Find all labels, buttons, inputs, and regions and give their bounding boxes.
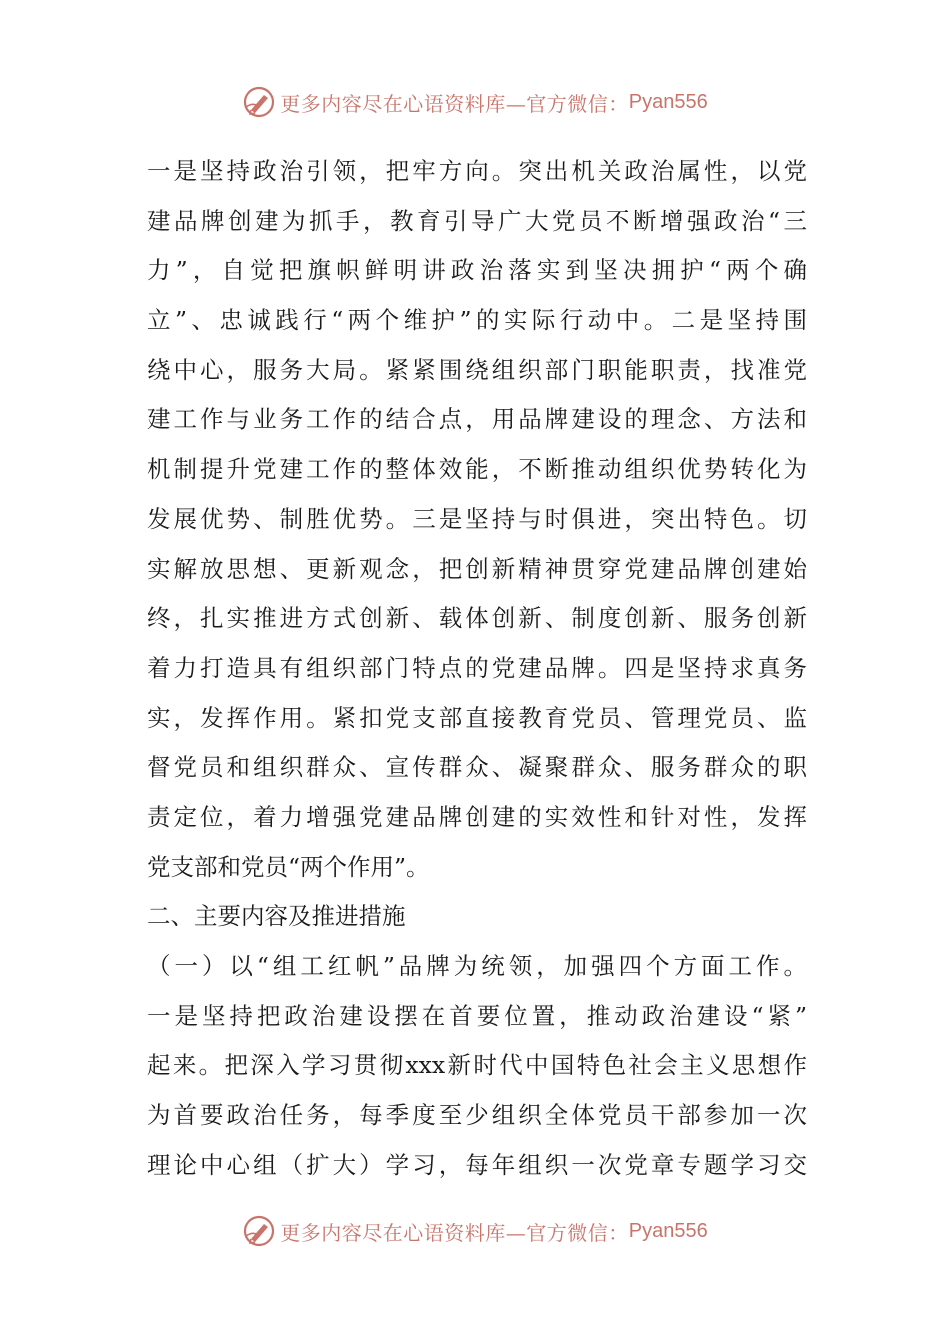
text-line: 发展优势、制胜优势。三是坚持与时俱进，突出特色。切: [147, 504, 807, 533]
section-heading: 二、主要内容及推进措施: [147, 902, 406, 931]
body-text: [147, 147, 807, 1190]
text-line: 立”、忠诚践行“两个维护”的实际行动中。二是坚持围: [147, 306, 807, 335]
header-watermark-banner: [0, 82, 950, 122]
banner-text: 更多内容尽在心语资料库—官方微信：: [280, 1220, 629, 1245]
text-line: 责定位，着力增强党建品牌创建的实效性和针对性，发挥: [147, 802, 807, 831]
text-line: 力”，自觉把旗帜鲜明讲政治落实到坚决拥护“两个确: [147, 256, 807, 285]
pen-logo-icon: [242, 1214, 276, 1248]
text-line: 督党员和组织群众、宣传群众、凝聚群众、服务群众的职: [147, 753, 807, 782]
text-line: 党支部和党员“两个作用”。: [147, 852, 430, 881]
text-line: 理论中心组（扩大）学习，每年组织一次党章专题学习交: [147, 1150, 807, 1179]
pen-logo-icon: [242, 85, 276, 119]
text-line: 着力打造具有组织部门特点的党建品牌。四是坚持求真务: [147, 653, 807, 682]
text-line: 起来。把深入学习贯彻xxx新时代中国特色社会主义思想作: [147, 1051, 807, 1080]
subsection-heading: （一）以“组工红帆”品牌为统领，加强四个方面工作。: [147, 952, 807, 980]
text-line: 实解放思想、更新观念，把创新精神贯穿党建品牌创建始: [147, 554, 807, 583]
text-line: 建工作与业务工作的结合点，用品牌建设的理念、方法和: [147, 405, 807, 434]
text-line: 一是坚持政治引领，把牢方向。突出机关政治属性，以党: [147, 157, 807, 185]
text-line: 机制提升党建工作的整体效能，不断推动组织优势转化为: [147, 455, 807, 484]
text-line: 实，发挥作用。紧扣党支部直接教育党员、管理党员、监: [147, 703, 807, 732]
footer-watermark-banner: [0, 1211, 950, 1251]
text-line: 绕中心，服务大局。紧紧围绕组织部门职能职责，找准党: [147, 355, 807, 384]
text-line: 为首要政治任务，每季度至少组织全体党员干部参加一次: [147, 1101, 807, 1130]
text-line: 建品牌创建为抓手，教育引导广大党员不断增强政治“三: [147, 206, 807, 235]
text-line: 终，扎实推进方式创新、载体创新、制度创新、服务创新: [147, 604, 807, 633]
banner-wechat-id: Pyan556: [628, 90, 708, 113]
banner-text: 更多内容尽在心语资料库—官方微信：: [280, 91, 629, 116]
text-line: 一是坚持把政治建设摆在首要位置，推动政治建设“紧”: [147, 1001, 807, 1030]
banner-wechat-id: Pyan556: [628, 1219, 708, 1242]
